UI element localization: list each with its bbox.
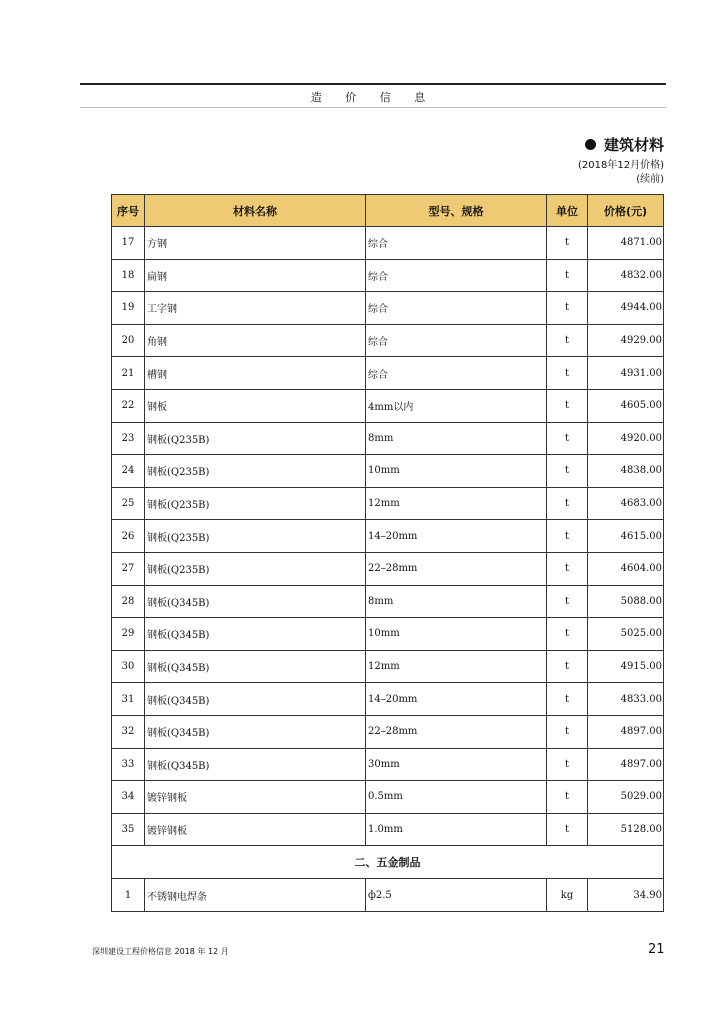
cell-price: 4931.00 <box>588 357 664 390</box>
cell-price: 4605.00 <box>588 389 664 422</box>
cell-name: 扁钢 <box>145 259 366 292</box>
cell-no: 17 <box>112 227 145 260</box>
cell-no: 22 <box>112 389 145 422</box>
cell-unit: t <box>547 748 588 781</box>
price-date: (2018年12月价格) <box>578 160 664 171</box>
cell-no: 20 <box>112 324 145 357</box>
cell-spec: ф2.5 <box>366 879 547 912</box>
cell-no: 21 <box>112 357 145 390</box>
cell-spec: 12mm <box>366 650 547 683</box>
table-row <box>112 650 664 683</box>
cell-spec: 综合 <box>366 227 547 260</box>
cell-spec: 22–28mm <box>366 552 547 585</box>
cell-unit: t <box>547 520 588 553</box>
table-row <box>112 618 664 651</box>
cell-name: 钢板(Q345B) <box>145 650 366 683</box>
header-top-rule <box>80 83 666 85</box>
cell-unit: kg <box>547 879 588 912</box>
category-label: 二、五金制品 <box>112 846 664 879</box>
cell-unit: t <box>547 650 588 683</box>
table-row <box>112 715 664 748</box>
cell-no: 34 <box>112 781 145 814</box>
cell-no: 31 <box>112 683 145 716</box>
column-header-no: 序号 <box>112 195 145 227</box>
cell-name: 工字钢 <box>145 292 366 325</box>
page-number: 21 <box>648 942 665 957</box>
cell-spec: 8mm <box>366 422 547 455</box>
cell-price: 4604.00 <box>588 552 664 585</box>
cell-no: 32 <box>112 715 145 748</box>
cell-unit: t <box>547 455 588 488</box>
cell-price: 4615.00 <box>588 520 664 553</box>
section-title <box>585 134 664 155</box>
cell-no: 26 <box>112 520 145 553</box>
cell-name: 钢板(Q235B) <box>145 422 366 455</box>
table-row <box>112 227 664 260</box>
header-bottom-rule <box>80 107 666 108</box>
table-row <box>112 259 664 292</box>
table-row <box>112 422 664 455</box>
table-row <box>112 292 664 325</box>
cell-unit: t <box>547 227 588 260</box>
cell-spec: 综合 <box>366 357 547 390</box>
cell-price: 4683.00 <box>588 487 664 520</box>
cell-price: 5029.00 <box>588 781 664 814</box>
table-row <box>112 683 664 716</box>
cell-spec: 10mm <box>366 618 547 651</box>
cell-unit: t <box>547 715 588 748</box>
cell-name: 钢板 <box>145 389 366 422</box>
cell-no: 29 <box>112 618 145 651</box>
table-row <box>112 389 664 422</box>
cell-price: 4838.00 <box>588 455 664 488</box>
cell-spec: 1.0mm <box>366 813 547 846</box>
cell-name: 方钢 <box>145 227 366 260</box>
cell-spec: 0.5mm <box>366 781 547 814</box>
cell-no: 33 <box>112 748 145 781</box>
category-row <box>112 846 664 879</box>
cell-no: 35 <box>112 813 145 846</box>
cell-no: 19 <box>112 292 145 325</box>
cell-name: 镀锌钢板 <box>145 813 366 846</box>
cell-name: 钢板(Q345B) <box>145 585 366 618</box>
cell-name: 槽钢 <box>145 357 366 390</box>
table-row <box>112 520 664 553</box>
bullet-icon <box>585 139 596 150</box>
cell-unit: t <box>547 389 588 422</box>
cell-unit: t <box>547 324 588 357</box>
cell-price: 4832.00 <box>588 259 664 292</box>
table-row <box>112 324 664 357</box>
table-row <box>112 357 664 390</box>
cell-spec: 14–20mm <box>366 683 547 716</box>
cell-name: 钢板(Q235B) <box>145 455 366 488</box>
cell-name: 钢板(Q345B) <box>145 715 366 748</box>
section-title-text: 建筑材料 <box>603 136 664 154</box>
cell-unit: t <box>547 552 588 585</box>
continued-note: (续前) <box>636 174 664 185</box>
cell-name: 镀锌钢板 <box>145 781 366 814</box>
table-row <box>112 552 664 585</box>
cell-price: 4929.00 <box>588 324 664 357</box>
cell-unit: t <box>547 292 588 325</box>
column-header-unit: 单位 <box>547 195 588 227</box>
column-header-spec: 型号、规格 <box>366 195 547 227</box>
cell-spec: 综合 <box>366 259 547 292</box>
column-header-name: 材料名称 <box>145 195 366 227</box>
table-row <box>112 487 664 520</box>
footer-publication: 深圳建设工程价格信息 2018 年 12 月 <box>92 947 229 956</box>
cell-unit: t <box>547 422 588 455</box>
cell-name: 钢板(Q345B) <box>145 683 366 716</box>
table-row <box>112 585 664 618</box>
cell-price: 34.90 <box>588 879 664 912</box>
cell-price: 4944.00 <box>588 292 664 325</box>
cell-name: 不锈钢电焊条 <box>145 879 366 912</box>
cell-name: 钢板(Q345B) <box>145 748 366 781</box>
cell-price: 4833.00 <box>588 683 664 716</box>
cell-no: 24 <box>112 455 145 488</box>
cell-spec: 综合 <box>366 324 547 357</box>
cell-no: 1 <box>112 879 145 912</box>
cell-price: 4897.00 <box>588 715 664 748</box>
cell-name: 角钢 <box>145 324 366 357</box>
cell-name: 钢板(Q345B) <box>145 618 366 651</box>
cell-spec: 12mm <box>366 487 547 520</box>
cell-spec: 10mm <box>366 455 547 488</box>
cell-unit: t <box>547 813 588 846</box>
cell-unit: t <box>547 259 588 292</box>
cell-no: 18 <box>112 259 145 292</box>
cell-no: 27 <box>112 552 145 585</box>
cell-unit: t <box>547 781 588 814</box>
table-header-row <box>112 195 664 227</box>
cell-price: 5088.00 <box>588 585 664 618</box>
cell-no: 23 <box>112 422 145 455</box>
cell-no: 25 <box>112 487 145 520</box>
cell-unit: t <box>547 487 588 520</box>
cell-unit: t <box>547 618 588 651</box>
cell-name: 钢板(Q235B) <box>145 520 366 553</box>
cell-spec: 综合 <box>366 292 547 325</box>
cell-price: 5025.00 <box>588 618 664 651</box>
cell-spec: 22–28mm <box>366 715 547 748</box>
cell-price: 4920.00 <box>588 422 664 455</box>
table-row <box>112 748 664 781</box>
cell-spec: 8mm <box>366 585 547 618</box>
column-header-price: 价格(元) <box>588 195 664 227</box>
cell-unit: t <box>547 585 588 618</box>
cell-name: 钢板(Q235B) <box>145 552 366 585</box>
cell-price: 4915.00 <box>588 650 664 683</box>
cell-price: 4871.00 <box>588 227 664 260</box>
table-row <box>112 879 664 912</box>
cell-no: 30 <box>112 650 145 683</box>
cell-unit: t <box>547 357 588 390</box>
table-row <box>112 455 664 488</box>
table-row <box>112 781 664 814</box>
cell-price: 5128.00 <box>588 813 664 846</box>
cell-spec: 14–20mm <box>366 520 547 553</box>
cell-spec: 30mm <box>366 748 547 781</box>
running-header: 造 价 信 息 <box>310 91 436 104</box>
cell-no: 28 <box>112 585 145 618</box>
cell-name: 钢板(Q235B) <box>145 487 366 520</box>
table-row <box>112 813 664 846</box>
cell-spec: 4mm以内 <box>366 389 547 422</box>
cell-price: 4897.00 <box>588 748 664 781</box>
price-table <box>111 194 664 912</box>
cell-unit: t <box>547 683 588 716</box>
